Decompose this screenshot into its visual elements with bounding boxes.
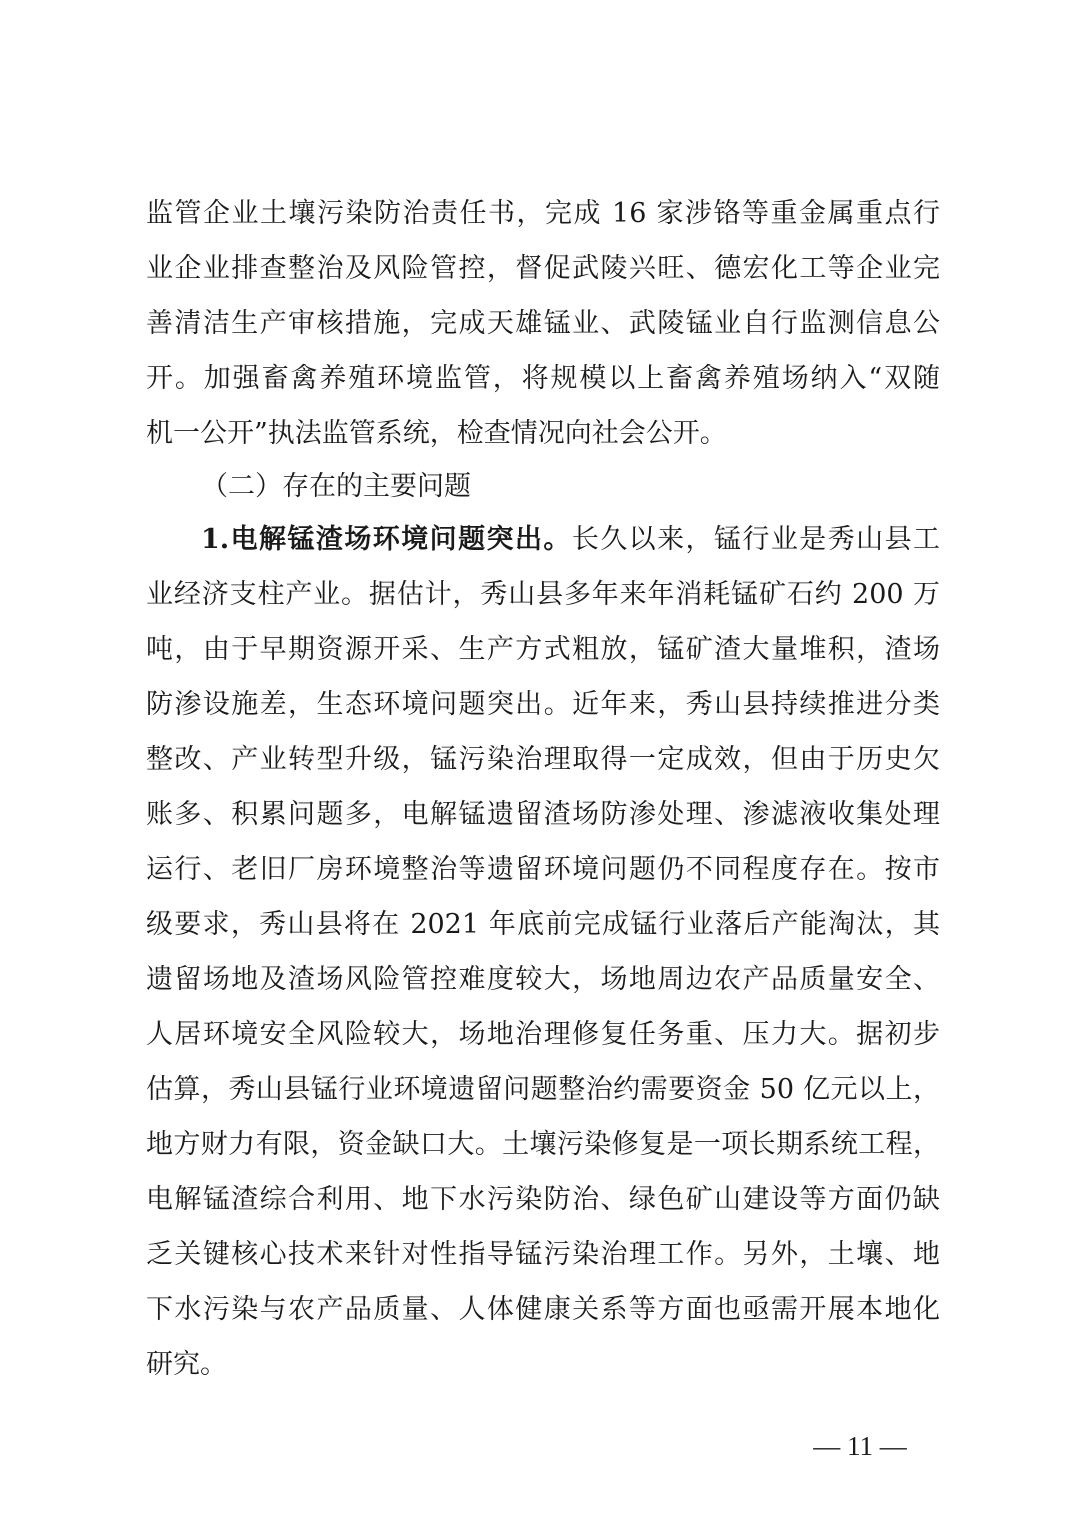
body-text-line: 估算，秀山县锰行业环境遗留问题整治约需要资金 50 亿元以上，	[146, 1074, 940, 1105]
body-text-line: 监管企业土壤污染防治责任书，完成 16 家涉铬等重金属重点行	[146, 198, 940, 229]
body-text-line: 研究。	[146, 1349, 227, 1380]
body-text-line: 账多、积累问题多，电解锰遗留渣场防渗处理、渗滤液收集处理	[146, 799, 940, 830]
section-heading: （二）存在的主要问题	[201, 471, 471, 502]
body-text-line: 整改、产业转型升级，锰污染治理取得一定成效，但由于历史欠	[146, 744, 940, 775]
body-text-line: 防渗设施差，生态环境问题突出。近年来，秀山县持续推进分类	[146, 689, 940, 720]
paragraph-first-line-text: 长久以来，锰行业是秀山县工	[571, 524, 940, 555]
body-text-line: 机一公开”执法监管系统，检查情况向社会公开。	[146, 418, 727, 449]
body-text-line: 善清洁生产审核措施，完成天雄锰业、武陵锰业自行监测信息公	[146, 308, 940, 339]
page-number: — 11 —	[813, 1431, 907, 1461]
body-text-line: 遗留场地及渣场风险管控难度较大，场地周边农产品质量安全、	[146, 964, 940, 995]
body-text-line: 业经济支柱产业。据估计，秀山县多年来年消耗锰矿石约 200 万	[146, 579, 940, 610]
body-text-line: 级要求，秀山县将在 2021 年底前完成锰行业落后产能淘汰，其	[146, 909, 940, 940]
body-text-line: 开。加强畜禽养殖环境监管，将规模以上畜禽养殖场纳入“双随	[146, 363, 940, 394]
body-text-line: 吨，由于早期资源开采、生产方式粗放，锰矿渣大量堆积，渣场	[146, 634, 940, 665]
body-text-line: 运行、老旧厂房环境整治等遗留环境问题仍不同程度存在。按市	[146, 854, 940, 885]
paragraph-bold-lead: 1.电解锰渣场环境问题突出。	[201, 524, 572, 555]
body-text-line: 业企业排查整治及风险管控，督促武陵兴旺、德宏化工等企业完	[146, 253, 940, 284]
body-text-line: 地方财力有限，资金缺口大。土壤污染修复是一项长期系统工程，	[146, 1129, 940, 1160]
body-text-line: 电解锰渣综合利用、地下水污染防治、绿色矿山建设等方面仍缺	[146, 1184, 940, 1215]
body-text-line: 下水污染与农产品质量、人体健康关系等方面也亟需开展本地化	[146, 1294, 940, 1325]
body-text-line	[201, 520, 940, 560]
body-text-line: 乏关键核心技术来针对性指导锰污染治理工作。另外，土壤、地	[146, 1239, 940, 1270]
body-text-line: 人居环境安全风险较大，场地治理修复任务重、压力大。据初步	[146, 1019, 940, 1050]
